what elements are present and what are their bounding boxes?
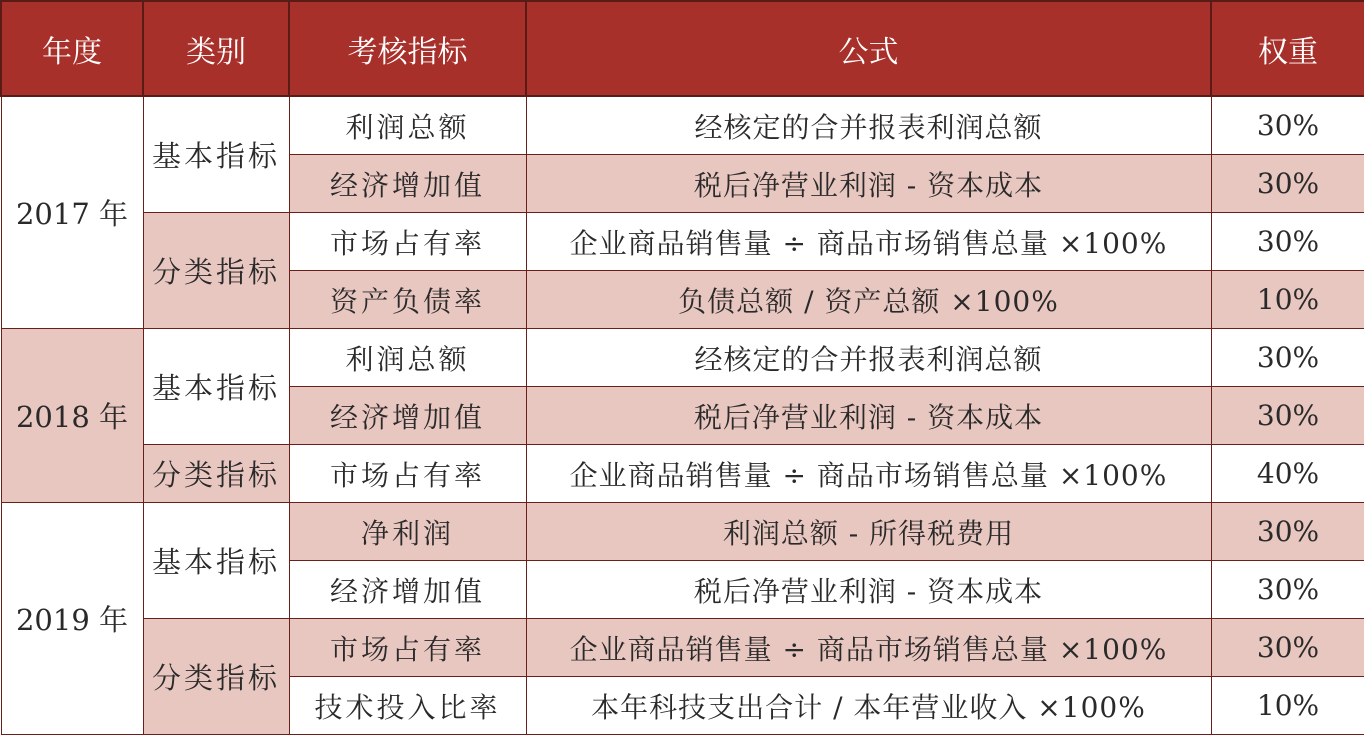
weight-cell: 10% [1211, 677, 1364, 735]
header-weight: 权重 [1211, 1, 1364, 96]
table-row [1, 329, 1364, 387]
weight-cell: 30% [1211, 503, 1364, 561]
indicator-cell: 经济增加值 [289, 155, 526, 213]
formula-cell: 税后净营业利润 - 资本成本 [526, 155, 1211, 213]
table-row [1, 619, 1364, 677]
formula-cell: 利润总额 - 所得税费用 [526, 503, 1211, 561]
category-cell: 分类指标 [143, 445, 289, 503]
indicator-cell: 经济增加值 [289, 561, 526, 619]
formula-cell: 企业商品销售量 ÷ 商品市场销售总量 ×100% [526, 445, 1211, 503]
indicator-cell: 经济增加值 [289, 387, 526, 445]
weight-cell: 30% [1211, 155, 1364, 213]
formula-cell: 经核定的合并报表利润总额 [526, 96, 1211, 155]
indicator-cell: 市场占有率 [289, 619, 526, 677]
formula-cell: 税后净营业利润 - 资本成本 [526, 561, 1211, 619]
year-cell: 2019 年 [1, 503, 143, 735]
header-formula: 公式 [526, 1, 1211, 96]
category-cell: 分类指标 [143, 619, 289, 735]
indicator-cell: 技术投入比率 [289, 677, 526, 735]
weight-cell: 40% [1211, 445, 1364, 503]
header-indicator: 考核指标 [289, 1, 526, 96]
category-cell: 基本指标 [143, 96, 289, 213]
formula-cell: 经核定的合并报表利润总额 [526, 329, 1211, 387]
weight-cell: 30% [1211, 387, 1364, 445]
category-cell: 分类指标 [143, 213, 289, 329]
weight-cell: 30% [1211, 213, 1364, 271]
table-row [1, 445, 1364, 503]
indicator-cell: 市场占有率 [289, 445, 526, 503]
weight-cell: 30% [1211, 561, 1364, 619]
indicator-cell: 资产负债率 [289, 271, 526, 329]
header-year: 年度 [1, 1, 143, 96]
year-cell: 2018 年 [1, 329, 143, 503]
table-row [1, 213, 1364, 271]
header-category: 类别 [143, 1, 289, 96]
formula-cell: 企业商品销售量 ÷ 商品市场销售总量 ×100% [526, 213, 1211, 271]
formula-cell: 负债总额 / 资产总额 ×100% [526, 271, 1211, 329]
indicator-cell: 利润总额 [289, 329, 526, 387]
header-row [1, 1, 1364, 96]
indicator-cell: 市场占有率 [289, 213, 526, 271]
year-cell: 2017 年 [1, 96, 143, 329]
table-row [1, 503, 1364, 561]
category-cell: 基本指标 [143, 329, 289, 445]
formula-cell: 本年科技支出合计 / 本年营业收入 ×100% [526, 677, 1211, 735]
indicator-cell: 净利润 [289, 503, 526, 561]
formula-cell: 税后净营业利润 - 资本成本 [526, 387, 1211, 445]
weight-cell: 30% [1211, 96, 1364, 155]
weight-cell: 10% [1211, 271, 1364, 329]
weight-cell: 30% [1211, 329, 1364, 387]
table-row [1, 96, 1364, 155]
indicator-cell: 利润总额 [289, 96, 526, 155]
formula-cell: 企业商品销售量 ÷ 商品市场销售总量 ×100% [526, 619, 1211, 677]
category-cell: 基本指标 [143, 503, 289, 619]
weight-cell: 30% [1211, 619, 1364, 677]
